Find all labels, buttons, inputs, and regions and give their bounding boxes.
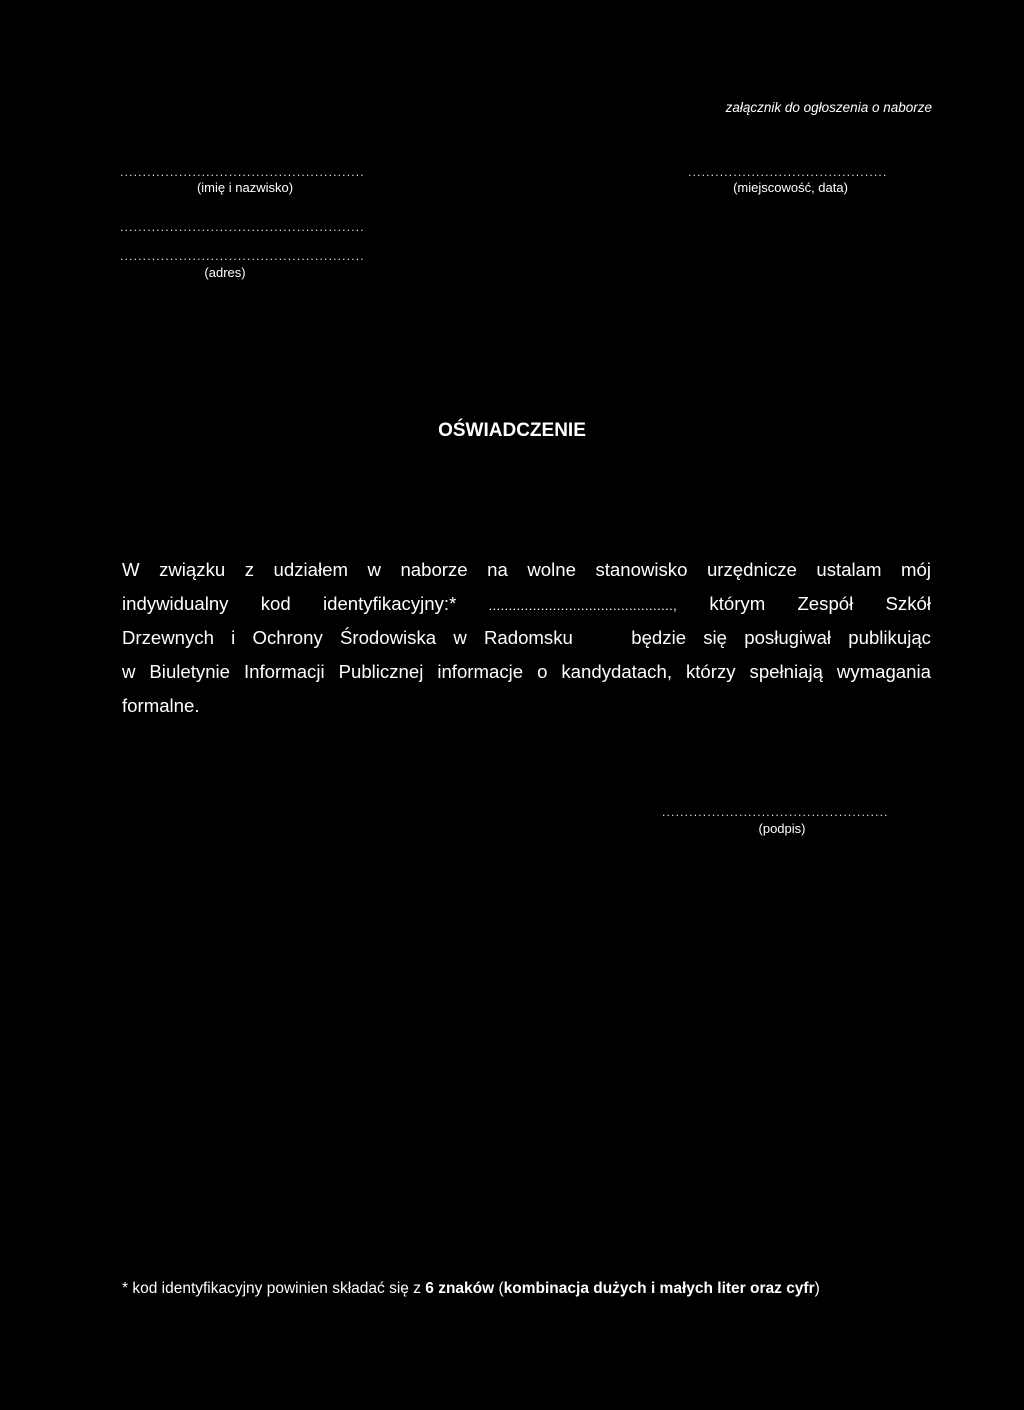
word: udziałem [273, 559, 348, 580]
word: Drzewnych [122, 627, 214, 648]
id-code-dotted-blank: .............................................., [488, 598, 678, 613]
word: i [231, 627, 236, 648]
spacer [590, 621, 614, 655]
annex-note: załącznik do ogłoszenia o naborze [725, 100, 932, 115]
document-title: OŚWIADCZENIE [438, 420, 586, 441]
word: w [367, 559, 381, 580]
word: posługiwał [744, 627, 832, 648]
word: Zespół [797, 593, 854, 614]
footnote-bold-count: 6 znaków [425, 1280, 495, 1297]
word: którzy [685, 661, 736, 682]
word: Informacji [244, 661, 325, 682]
word: będzie [631, 627, 687, 648]
footnote-bold-composition: kombinacja dużych i małych liter oraz cyfr [503, 1280, 815, 1297]
word: kod [260, 593, 291, 614]
word: informacje [437, 661, 524, 682]
footnote-text: ( [494, 1280, 504, 1297]
signature-dotted-line: .................................................. [662, 805, 889, 819]
name-dotted-line: ...................................................... [120, 165, 365, 179]
word: formalne. [122, 695, 200, 716]
footnote [122, 1280, 820, 1298]
address-label: (adres) [204, 265, 246, 280]
word: W [122, 559, 140, 580]
word: kandydatach, [561, 661, 672, 682]
statement-line-2 [122, 587, 931, 621]
word: Radomsku [483, 627, 573, 648]
statement-line-3 [122, 621, 931, 655]
word: w [122, 661, 136, 682]
word: się [703, 627, 728, 648]
word: ustalam [816, 559, 882, 580]
statement-line-5 [122, 689, 931, 723]
word: publikując [848, 627, 931, 648]
signature-label: (podpis) [758, 821, 806, 836]
footnote-text: * kod identyfikacyjny powinien składać się z [122, 1280, 426, 1297]
place-date-label: (miejscowość, data) [733, 180, 848, 195]
word: spełniają [749, 661, 823, 682]
word: Środowiska [340, 627, 437, 648]
word: stanowisko [595, 559, 688, 580]
name-label: (imię i nazwisko) [196, 180, 294, 195]
word: urzędnicze [706, 559, 797, 580]
word: na [487, 559, 508, 580]
word: o [537, 661, 548, 682]
statement-line-1 [122, 553, 931, 587]
word: którym [709, 593, 766, 614]
statement-line-4 [122, 655, 931, 689]
word: indywidualny [122, 593, 229, 614]
word: identyfikacyjny:* [322, 593, 457, 614]
footnote-text: ) [814, 1280, 820, 1297]
word: w [453, 627, 467, 648]
word: z [244, 559, 255, 580]
word: Publicznej [338, 661, 424, 682]
word: związku [159, 559, 226, 580]
statement-body [122, 553, 931, 723]
word: wolne [527, 559, 576, 580]
word: Biuletynie [149, 661, 231, 682]
word: Szkół [885, 593, 931, 614]
word: wymagania [836, 661, 931, 682]
address-dotted-line-2: ...................................................... [120, 249, 365, 263]
address-dotted-line-1: ...................................................... [120, 220, 365, 234]
word: mój [901, 559, 931, 580]
place-date-dotted-line: ............................................ [688, 165, 888, 179]
word: Ochrony [252, 627, 323, 648]
word: naborze [400, 559, 468, 580]
